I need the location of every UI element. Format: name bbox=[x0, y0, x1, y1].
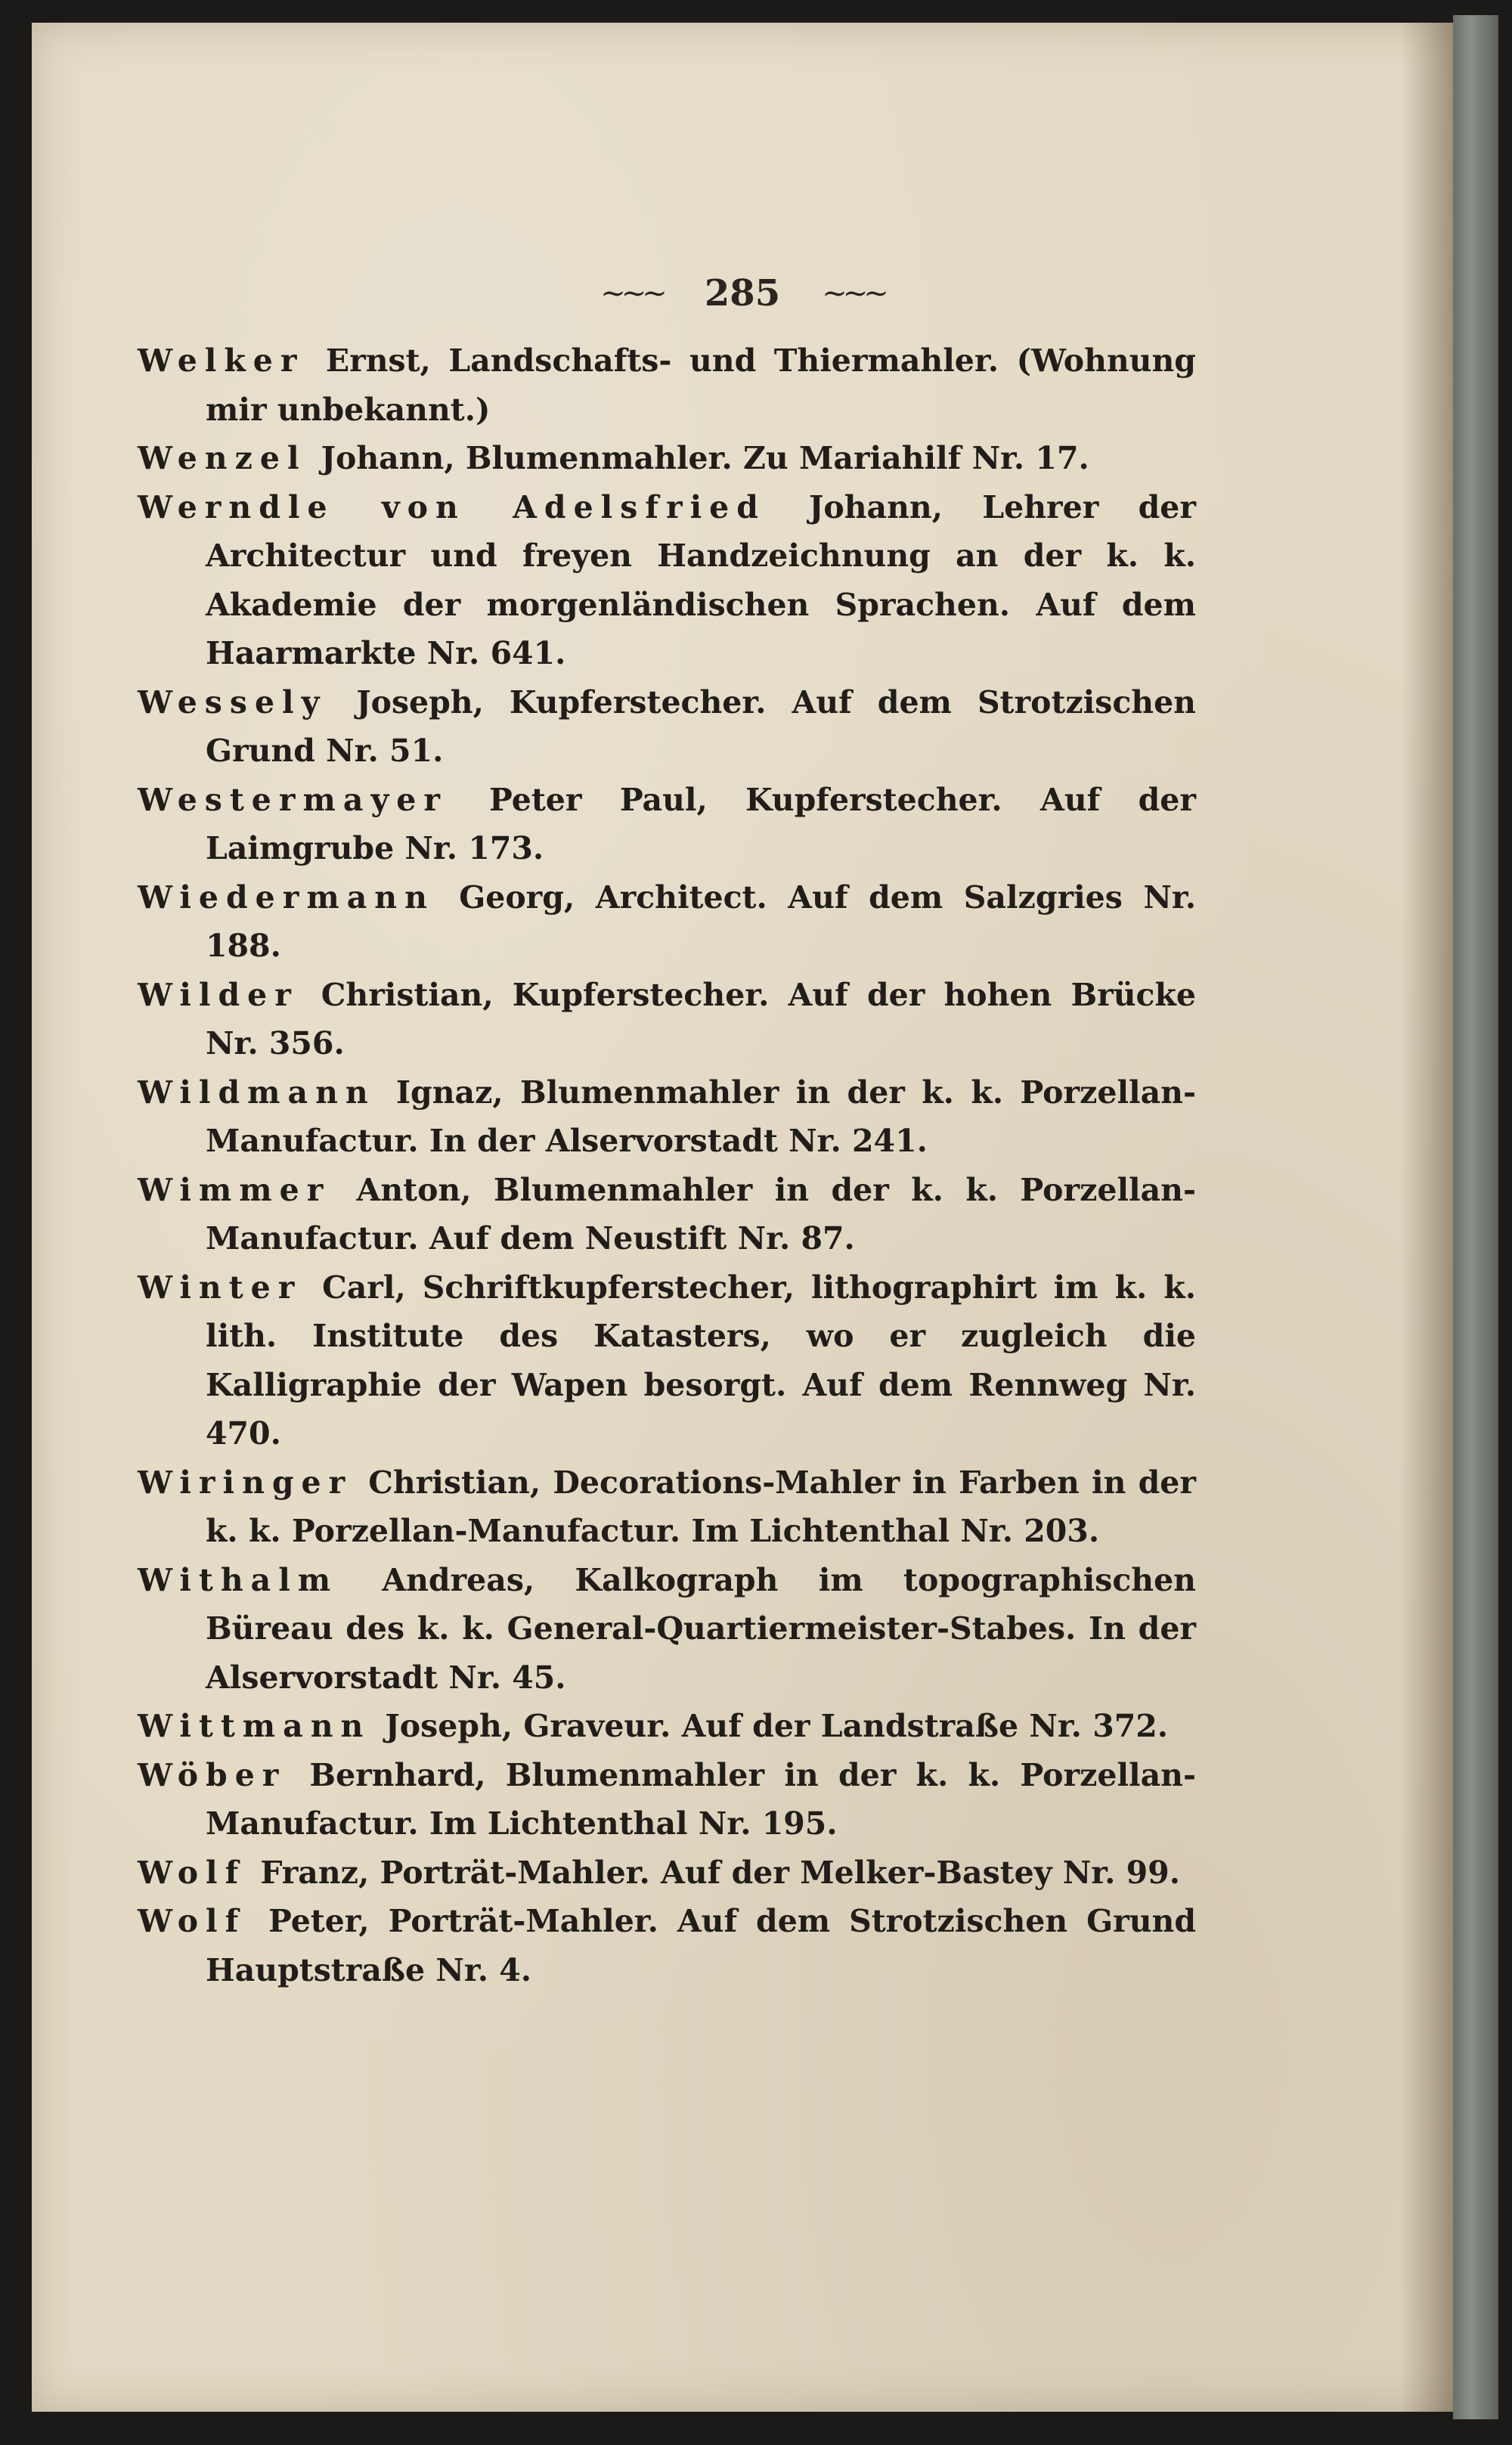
entry-text: Andreas, Kalkograph im topographischen Büreau des k. k. General-Quartiermeister-Stabes. In der Alservorstadt Nr. 45. bbox=[206, 1561, 1196, 1696]
entry-surname: Wilder bbox=[138, 976, 299, 1013]
entry-text: Georg, Architect. Auf dem Salzgries Nr. 188. bbox=[206, 879, 1196, 964]
page-shading bbox=[1400, 23, 1453, 2412]
directory-entry bbox=[138, 336, 1196, 434]
ornament-right: ~~~ bbox=[822, 276, 885, 311]
entry-surname: Withalm bbox=[138, 1561, 339, 1598]
page-header bbox=[32, 272, 1453, 333]
entry-surname: Wolf bbox=[138, 1903, 246, 1939]
directory-entry bbox=[138, 1263, 1196, 1458]
entry-surname: Welker bbox=[138, 342, 305, 379]
directory-entry bbox=[138, 1897, 1196, 1994]
directory-entry bbox=[138, 971, 1196, 1068]
directory-entry bbox=[138, 776, 1196, 873]
entry-text: Joseph, Graveur. Auf der Landstraße Nr. 372. bbox=[385, 1708, 1169, 1744]
entry-text: Carl, Schriftkupferstecher, lithographirt im k. k. lith. Institute des Katasters, wo er zugleich die Kalligraphie der Wapen besorgt. Auf dem Rennweg Nr. 470. bbox=[206, 1269, 1196, 1452]
entry-surname: Wiringer bbox=[138, 1464, 353, 1501]
directory-entry bbox=[138, 873, 1196, 971]
entry-surname: Wildmann bbox=[138, 1074, 376, 1111]
ornament-left: ~~~ bbox=[600, 276, 663, 311]
entry-text: Bernhard, Blumenmahler in der k. k. Porzellan-Manufactur. Im Lichtenthal Nr. 195. bbox=[206, 1756, 1196, 1842]
entry-surname: Westermayer bbox=[138, 781, 448, 818]
directory-entry bbox=[138, 1751, 1196, 1848]
entry-text: Johann, Lehrer der Architectur und freyen Handzeichnung an der k. k. Akademie der morgenländischen Sprachen. Auf dem Haarmarkte Nr. 641. bbox=[206, 488, 1196, 671]
entry-text: Joseph, Kupferstecher. Auf dem Strotzischen Grund Nr. 51. bbox=[206, 683, 1196, 769]
entry-text: Ignaz, Blumenmahler in der k. k. Porzellan-Manufactur. In der Alservorstadt Nr. 241. bbox=[206, 1074, 1196, 1159]
entry-surname: Wenzel bbox=[138, 440, 307, 476]
directory-entry bbox=[138, 1068, 1196, 1166]
entry-text: Ernst, Landschafts- und Thiermahler. (Wohnung mir unbekannt.) bbox=[206, 342, 1196, 428]
directory-entry bbox=[138, 678, 1196, 776]
entry-surname: Wimmer bbox=[138, 1171, 331, 1208]
entry-text: Franz, Porträt-Mahler. Auf der Melker-Bastey Nr. 99. bbox=[260, 1854, 1180, 1891]
directory-entry bbox=[138, 434, 1196, 483]
entry-surname: Wöber bbox=[138, 1756, 287, 1793]
page-number: 285 bbox=[704, 272, 781, 315]
entry-text: Peter Paul, Kupferstecher. Auf der Laimgrube Nr. 173. bbox=[206, 781, 1196, 866]
directory-entries bbox=[138, 336, 1196, 1994]
entry-surname: Wessely bbox=[138, 683, 327, 720]
entry-surname: Wolf bbox=[138, 1854, 246, 1891]
book-edge bbox=[1453, 15, 1498, 2419]
directory-entry bbox=[138, 1166, 1196, 1263]
directory-entry bbox=[138, 483, 1196, 678]
directory-entry bbox=[138, 1458, 1196, 1556]
entry-text: Anton, Blumenmahler in der k. k. Porzellan-Manufactur. Auf dem Neustift Nr. 87. bbox=[206, 1171, 1196, 1257]
entry-text: Christian, Kupferstecher. Auf der hohen Brücke Nr. 356. bbox=[206, 976, 1196, 1061]
entry-text: Johann, Blumenmahler. Zu Mariahilf Nr. 17. bbox=[321, 440, 1089, 476]
directory-entry bbox=[138, 1848, 1196, 1898]
entry-text: Christian, Decorations-Mahler in Farben in der k. k. Porzellan-Manufactur. Im Lichtenthal Nr. 203. bbox=[206, 1464, 1196, 1549]
entry-text: Peter, Porträt-Mahler. Auf dem Strotzischen Grund Hauptstraße Nr. 4. bbox=[206, 1903, 1196, 1988]
entry-surname: Werndle von Adelsfried bbox=[138, 488, 766, 525]
directory-entry bbox=[138, 1702, 1196, 1751]
book-page bbox=[32, 23, 1453, 2412]
entry-surname: Wiedermann bbox=[138, 879, 435, 916]
directory-entry bbox=[138, 1556, 1196, 1703]
entry-surname: Wittmann bbox=[138, 1708, 371, 1744]
entry-surname: Winter bbox=[138, 1269, 302, 1306]
